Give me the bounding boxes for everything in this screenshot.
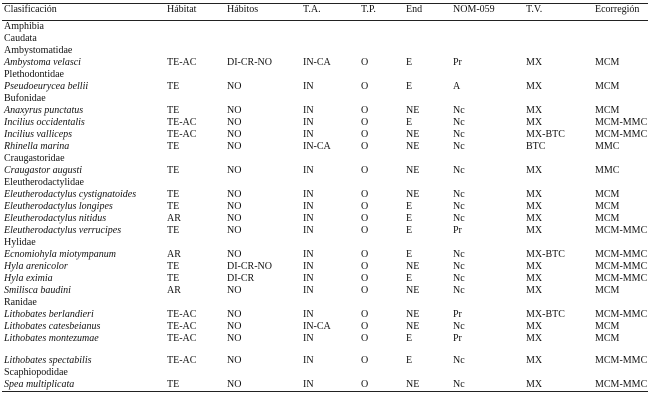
species-name: Spea multiplicata	[4, 379, 75, 390]
taxon-group-row	[2, 177, 648, 189]
habitat-cell: TE-AC	[167, 117, 197, 128]
ecorregion-cell: MCM-MMC	[595, 261, 648, 272]
end-cell: E	[406, 213, 413, 224]
species-name: Lithobates berlandieri	[4, 309, 94, 320]
nom059-cell: Nc	[453, 261, 465, 272]
tv-cell: MX	[526, 355, 543, 366]
end-cell: NE	[406, 309, 420, 320]
ecorregion-cell: MCM-MMC	[595, 273, 648, 284]
nom059-cell: Nc	[453, 213, 465, 224]
species-name: Craugastor augusti	[4, 165, 83, 176]
ta-cell: IN	[303, 105, 314, 116]
species-row	[2, 129, 648, 141]
ta-cell: IN	[303, 201, 314, 212]
ta-cell: IN	[303, 273, 314, 284]
species-row	[2, 379, 648, 392]
species-name: Eleutherodactylus longipes	[4, 201, 113, 212]
ta-cell: IN	[303, 165, 314, 176]
habitat-cell: TE	[167, 105, 180, 116]
tv-cell: MX	[526, 81, 543, 92]
taxon-group-name: Craugastoridae	[4, 153, 65, 164]
species-row	[2, 261, 648, 273]
nom059-cell: Pr	[453, 333, 462, 344]
tp-cell: O	[361, 201, 369, 212]
end-cell: NE	[406, 105, 420, 116]
tp-cell: O	[361, 225, 369, 236]
nom059-cell: Pr	[453, 57, 462, 68]
tp-cell: O	[361, 213, 369, 224]
end-cell: NE	[406, 261, 420, 272]
ecorregion-cell: MCM-MMC	[595, 309, 648, 320]
ta-cell: IN	[303, 261, 314, 272]
species-name: Anaxyrus punctatus	[4, 105, 84, 116]
end-cell: E	[406, 81, 413, 92]
end-cell: E	[406, 273, 413, 284]
ecorregion-cell: MCM-MMC	[595, 249, 648, 260]
habitat-cell: TE-AC	[167, 57, 197, 68]
ecorregion-cell: MCM	[595, 105, 620, 116]
habitat-cell: TE-AC	[167, 309, 197, 320]
habitos-cell: NO	[227, 333, 242, 344]
habitos-cell: NO	[227, 189, 242, 200]
species-row	[2, 249, 648, 261]
tv-cell: MX	[526, 165, 543, 176]
table-header-row	[2, 4, 648, 21]
end-cell: NE	[406, 379, 420, 390]
species-name: Lithobates montezumae	[4, 333, 99, 344]
habitos-cell: NO	[227, 165, 242, 176]
species-name: Hyla eximia	[4, 273, 53, 284]
species-row	[2, 213, 648, 225]
nom059-cell: Nc	[453, 273, 465, 284]
habitos-cell: NO	[227, 379, 242, 390]
tv-cell: MX	[526, 225, 543, 236]
habitat-cell: TE	[167, 201, 180, 212]
species-name: Ecnomiohyla miotympanum	[4, 249, 116, 260]
taxon-group-row	[2, 297, 648, 309]
header-tp: T.P.	[361, 4, 376, 15]
tv-cell: MX	[526, 189, 543, 200]
species-row	[2, 189, 648, 201]
tp-cell: O	[361, 309, 369, 320]
ta-cell: IN	[303, 333, 314, 344]
species-row	[2, 57, 648, 69]
tp-cell: O	[361, 273, 369, 284]
tv-cell: MX	[526, 201, 543, 212]
header-end: End	[406, 4, 423, 15]
ecorregion-cell: MMC	[595, 141, 620, 152]
tv-cell: MX	[526, 379, 543, 390]
header-nom059: NOM-059	[453, 4, 495, 15]
end-cell: NE	[406, 141, 420, 152]
habitat-cell: TE	[167, 141, 180, 152]
nom059-cell: A	[453, 81, 461, 92]
habitat-cell: TE	[167, 273, 180, 284]
species-name: Eleutherodactylus verrucipes	[4, 225, 122, 236]
species-row	[2, 285, 648, 297]
nom059-cell: Pr	[453, 225, 462, 236]
taxon-group-name: Hylidae	[4, 237, 36, 248]
tp-cell: O	[361, 379, 369, 390]
ta-cell: IN	[303, 249, 314, 260]
habitat-cell: AR	[167, 213, 181, 224]
tp-cell: O	[361, 141, 369, 152]
species-table	[2, 3, 648, 392]
end-cell: E	[406, 201, 413, 212]
nom059-cell: Nc	[453, 105, 465, 116]
ecorregion-cell: MCM	[595, 201, 620, 212]
habitos-cell: DI-CR-NO	[227, 261, 272, 272]
end-cell: E	[406, 57, 413, 68]
ta-cell: IN	[303, 285, 314, 296]
spacer-row	[2, 345, 648, 355]
nom059-cell: Nc	[453, 355, 465, 366]
habitos-cell: NO	[227, 117, 242, 128]
species-name: Pseudoeurycea bellii	[4, 81, 89, 92]
header-tv: T.V.	[526, 4, 543, 15]
taxon-group-name: Ranidae	[4, 297, 37, 308]
tv-cell: MX-BTC	[526, 309, 565, 320]
ecorregion-cell: MCM	[595, 81, 620, 92]
species-row	[2, 141, 648, 153]
habitat-cell: TE	[167, 189, 180, 200]
species-row	[2, 309, 648, 321]
tp-cell: O	[361, 321, 369, 332]
habitos-cell: NO	[227, 309, 242, 320]
end-cell: NE	[406, 189, 420, 200]
tv-cell: MX	[526, 285, 543, 296]
tp-cell: O	[361, 261, 369, 272]
species-name: Incilius occidentalis	[4, 117, 85, 128]
ta-cell: IN	[303, 225, 314, 236]
nom059-cell: Pr	[453, 309, 462, 320]
ta-cell: IN	[303, 129, 314, 140]
habitat-cell: TE-AC	[167, 129, 197, 140]
species-row	[2, 273, 648, 285]
ecorregion-cell: MCM	[595, 213, 620, 224]
habitat-cell: TE	[167, 379, 180, 390]
ta-cell: IN	[303, 189, 314, 200]
ta-cell: IN-CA	[303, 141, 331, 152]
ecorregion-cell: MCM-MMC	[595, 129, 648, 140]
ecorregion-cell: MCM-MMC	[595, 117, 648, 128]
tp-cell: O	[361, 165, 369, 176]
nom059-cell: Nc	[453, 117, 465, 128]
taxon-group-name: Plethodontidae	[4, 69, 64, 80]
tp-cell: O	[361, 105, 369, 116]
habitos-cell: NO	[227, 285, 242, 296]
nom059-cell: Nc	[453, 249, 465, 260]
ecorregion-cell: MCM	[595, 57, 620, 68]
ecorregion-cell: MCM	[595, 189, 620, 200]
tp-cell: O	[361, 129, 369, 140]
habitos-cell: NO	[227, 81, 242, 92]
species-row	[2, 201, 648, 213]
nom059-cell: Nc	[453, 189, 465, 200]
tp-cell: O	[361, 117, 369, 128]
species-name: Hyla arenicolor	[4, 261, 68, 272]
nom059-cell: Nc	[453, 201, 465, 212]
species-name: Rhinella marina	[4, 141, 70, 152]
habitos-cell: NO	[227, 213, 242, 224]
habitat-cell: TE	[167, 261, 180, 272]
end-cell: NE	[406, 321, 420, 332]
species-row	[2, 225, 648, 237]
ecorregion-cell: MCM-MMC	[595, 379, 648, 390]
tv-cell: MX	[526, 321, 543, 332]
species-row	[2, 355, 648, 367]
end-cell: E	[406, 333, 413, 344]
ecorregion-cell: MCM-MMC	[595, 225, 648, 236]
tp-cell: O	[361, 333, 369, 344]
habitos-cell: DI-CR-NO	[227, 57, 272, 68]
header-ta: T.A.	[303, 4, 321, 15]
header-ecorregion: Ecorregión	[595, 4, 640, 15]
tv-cell: MX-BTC	[526, 129, 565, 140]
habitos-cell: NO	[227, 225, 242, 236]
ta-cell: IN	[303, 379, 314, 390]
taxon-group-row	[2, 45, 648, 57]
end-cell: E	[406, 249, 413, 260]
species-name: Eleutherodactylus cystignatoides	[4, 189, 137, 200]
nom059-cell: Nc	[453, 129, 465, 140]
habitat-cell: TE-AC	[167, 355, 197, 366]
taxon-group-row	[2, 69, 648, 81]
species-row	[2, 165, 648, 177]
habitat-cell: AR	[167, 285, 181, 296]
tp-cell: O	[361, 355, 369, 366]
tv-cell: MX	[526, 213, 543, 224]
ta-cell: IN-CA	[303, 57, 331, 68]
taxon-group-name: Scaphiopodidae	[4, 367, 68, 378]
header-habitos: Hábitos	[227, 4, 259, 15]
taxon-group-name: Amphibia	[4, 21, 44, 32]
tv-cell: MX	[526, 333, 543, 344]
taxon-group-row	[2, 153, 648, 165]
end-cell: NE	[406, 285, 420, 296]
spacer-cell	[2, 345, 648, 355]
habitos-cell: NO	[227, 201, 242, 212]
habitat-cell: AR	[167, 249, 181, 260]
species-row	[2, 321, 648, 333]
species-name: Smilisca baudini	[4, 285, 71, 296]
ecorregion-cell: MCM-MMC	[595, 355, 648, 366]
nom059-cell: Nc	[453, 141, 465, 152]
ta-cell: IN	[303, 213, 314, 224]
species-name: Incilius valliceps	[4, 129, 73, 140]
nom059-cell: Nc	[453, 165, 465, 176]
nom059-cell: Nc	[453, 285, 465, 296]
tv-cell: MX	[526, 117, 543, 128]
ta-cell: IN	[303, 117, 314, 128]
species-row	[2, 81, 648, 93]
header-habitat: Hábitat	[167, 4, 197, 15]
table-body	[2, 21, 648, 392]
taxon-group-row	[2, 33, 648, 45]
habitos-cell: NO	[227, 141, 242, 152]
tv-cell: MX	[526, 273, 543, 284]
tp-cell: O	[361, 57, 369, 68]
taxon-group-row	[2, 237, 648, 249]
tp-cell: O	[361, 189, 369, 200]
tp-cell: O	[361, 285, 369, 296]
tv-cell: MX	[526, 57, 543, 68]
header-clasificacion: Clasificación	[4, 4, 57, 15]
taxon-group-row	[2, 93, 648, 105]
habitat-cell: TE	[167, 225, 180, 236]
tp-cell: O	[361, 81, 369, 92]
habitat-cell: TE-AC	[167, 321, 197, 332]
ecorregion-cell: MMC	[595, 165, 620, 176]
habitos-cell: NO	[227, 355, 242, 366]
taxon-group-name: Eleutherodactylidae	[4, 177, 84, 188]
habitos-cell: NO	[227, 321, 242, 332]
ta-cell: IN	[303, 355, 314, 366]
habitos-cell: NO	[227, 249, 242, 260]
species-name: Lithobates catesbeianus	[4, 321, 101, 332]
species-row	[2, 105, 648, 117]
ecorregion-cell: MCM	[595, 321, 620, 332]
ta-cell: IN	[303, 81, 314, 92]
nom059-cell: Nc	[453, 379, 465, 390]
taxon-group-name: Ambystomatidae	[4, 45, 73, 56]
species-name: Ambystoma velasci	[4, 57, 81, 68]
end-cell: E	[406, 117, 413, 128]
species-name: Eleutherodactylus nitidus	[4, 213, 107, 224]
ecorregion-cell: MCM	[595, 333, 620, 344]
habitat-cell: TE	[167, 81, 180, 92]
tv-cell: MX-BTC	[526, 249, 565, 260]
end-cell: NE	[406, 129, 420, 140]
nom059-cell: Nc	[453, 321, 465, 332]
ta-cell: IN	[303, 309, 314, 320]
habitos-cell: DI-CR	[227, 273, 255, 284]
habitat-cell: TE	[167, 165, 180, 176]
ecorregion-cell: MCM	[595, 285, 620, 296]
tv-cell: MX	[526, 261, 543, 272]
ta-cell: IN-CA	[303, 321, 331, 332]
tp-cell: O	[361, 249, 369, 260]
habitos-cell: NO	[227, 129, 242, 140]
taxon-group-row	[2, 21, 648, 34]
taxon-group-name: Bufonidae	[4, 93, 46, 104]
species-row	[2, 333, 648, 345]
habitat-cell: TE-AC	[167, 333, 197, 344]
tv-cell: BTC	[526, 141, 546, 152]
habitos-cell: NO	[227, 105, 242, 116]
end-cell: E	[406, 355, 413, 366]
taxon-group-name: Caudata	[4, 33, 37, 44]
end-cell: NE	[406, 165, 420, 176]
end-cell: E	[406, 225, 413, 236]
species-name: Lithobates spectabilis	[4, 355, 92, 366]
species-table-document	[2, 3, 648, 392]
species-row	[2, 117, 648, 129]
tv-cell: MX	[526, 105, 543, 116]
taxon-group-row	[2, 367, 648, 379]
